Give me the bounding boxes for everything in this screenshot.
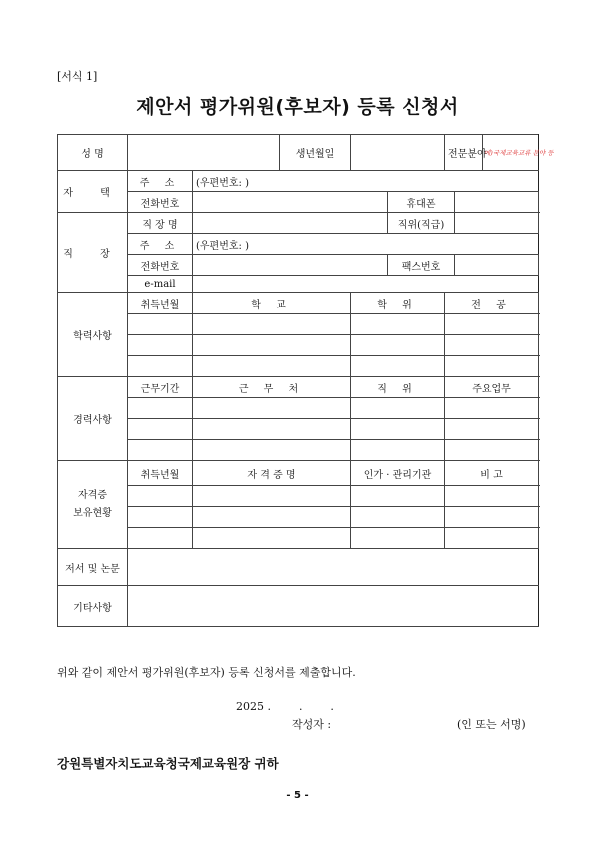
- education-cell[interactable]: [128, 314, 193, 335]
- career-cell[interactable]: [445, 419, 539, 440]
- cert-header: 자 격 증 명: [193, 461, 351, 486]
- others-label: 기타사항: [58, 586, 128, 627]
- fax-label: 팩스번호: [388, 255, 455, 276]
- cert-cell[interactable]: [193, 486, 351, 507]
- table-row: [58, 398, 539, 419]
- career-cell[interactable]: [445, 398, 539, 419]
- career-label: 경력사항: [58, 377, 128, 461]
- career-header: 근 무 처: [193, 377, 351, 398]
- others-field[interactable]: [128, 586, 539, 627]
- workplace-label: 직 장 명: [128, 213, 193, 234]
- education-header: 학 위: [351, 293, 445, 314]
- education-header: 전 공: [445, 293, 539, 314]
- career-header: 직 위: [351, 377, 445, 398]
- table-row: [58, 314, 539, 335]
- cert-cell[interactable]: [193, 507, 351, 528]
- field-label: 전문분야: [445, 135, 483, 171]
- table-row: [58, 419, 539, 440]
- career-cell[interactable]: [193, 440, 351, 461]
- education-cell[interactable]: [128, 356, 193, 377]
- education-cell[interactable]: [128, 335, 193, 356]
- cert-cell[interactable]: [128, 528, 193, 549]
- cert-header: 비 고: [445, 461, 539, 486]
- education-cell[interactable]: [193, 356, 351, 377]
- work-phone-field[interactable]: [193, 255, 388, 276]
- cert-cell[interactable]: [445, 507, 539, 528]
- home-phone-field[interactable]: [193, 192, 388, 213]
- career-cell[interactable]: [351, 440, 445, 461]
- name-field[interactable]: [128, 135, 280, 171]
- career-cell[interactable]: [128, 398, 193, 419]
- education-header: 학 교: [193, 293, 351, 314]
- cert-header: 인가 · 관리기관: [351, 461, 445, 486]
- table-row: [58, 507, 539, 528]
- table-row: [58, 335, 539, 356]
- position-grade-label: 직위(직급): [388, 213, 455, 234]
- education-cell[interactable]: [445, 356, 539, 377]
- name-label: 성 명: [58, 135, 128, 171]
- field-example-note[interactable]: 예)국제교육교류 분야 등: [483, 135, 539, 171]
- work-address-field[interactable]: (우편번호: ): [193, 234, 539, 255]
- work-address-label: 주 소: [128, 234, 193, 255]
- submission-statement: 위와 같이 제안서 평가위원(후보자) 등록 신청서를 제출합니다.: [57, 666, 356, 679]
- education-cell[interactable]: [351, 335, 445, 356]
- email-field[interactable]: [193, 276, 539, 293]
- writer-label: 작성자 :: [292, 718, 332, 731]
- home-label: 자 택: [58, 171, 128, 213]
- cert-cell[interactable]: [351, 528, 445, 549]
- cert-cell[interactable]: [445, 528, 539, 549]
- birth-label: 생년월일: [280, 135, 351, 171]
- mobile-label: 휴대폰: [388, 192, 455, 213]
- cert-label: 자격증 보유현황: [58, 461, 128, 549]
- table-row: [58, 528, 539, 549]
- recipient: 강원특별자치도교육청국제교육원장 귀하: [57, 756, 279, 771]
- home-address-label: 주 소: [128, 171, 193, 192]
- publications-label: 저서 및 논문: [58, 549, 128, 586]
- education-cell[interactable]: [351, 314, 445, 335]
- mobile-field[interactable]: [455, 192, 539, 213]
- cert-cell[interactable]: [351, 486, 445, 507]
- career-cell[interactable]: [128, 440, 193, 461]
- education-label: 학력사항: [58, 293, 128, 377]
- table-row: [58, 486, 539, 507]
- publications-field[interactable]: [128, 549, 539, 586]
- cert-cell[interactable]: [351, 507, 445, 528]
- signature-note: (인 또는 서명): [457, 718, 526, 731]
- education-cell[interactable]: [351, 356, 445, 377]
- education-header: 취득년월: [128, 293, 193, 314]
- work-phone-label: 전화번호: [128, 255, 193, 276]
- position-grade-field[interactable]: [455, 213, 539, 234]
- workplace-field[interactable]: [193, 213, 388, 234]
- cert-cell[interactable]: [128, 507, 193, 528]
- table-row: [58, 440, 539, 461]
- career-cell[interactable]: [193, 419, 351, 440]
- work-label: 직 장: [58, 213, 128, 293]
- career-cell[interactable]: [351, 398, 445, 419]
- cert-cell[interactable]: [445, 486, 539, 507]
- application-form-table: [57, 134, 554, 627]
- date-line[interactable]: 2025 . . .: [236, 700, 334, 713]
- table-row: [58, 356, 539, 377]
- home-phone-label: 전화번호: [128, 192, 193, 213]
- page-number: - 5 -: [286, 790, 309, 801]
- career-cell[interactable]: [193, 398, 351, 419]
- cert-header: 취득년월: [128, 461, 193, 486]
- email-label: e-mail: [128, 276, 193, 293]
- home-address-field[interactable]: (우편번호: ): [193, 171, 539, 192]
- education-cell[interactable]: [193, 314, 351, 335]
- career-cell[interactable]: [445, 440, 539, 461]
- career-header: 근무기간: [128, 377, 193, 398]
- cert-cell[interactable]: [193, 528, 351, 549]
- career-header: 주요업무: [445, 377, 539, 398]
- career-cell[interactable]: [128, 419, 193, 440]
- education-cell[interactable]: [193, 335, 351, 356]
- form-number: [서식 1]: [57, 70, 98, 83]
- birth-field[interactable]: [351, 135, 445, 171]
- education-cell[interactable]: [445, 335, 539, 356]
- fax-field[interactable]: [455, 255, 539, 276]
- education-cell[interactable]: [445, 314, 539, 335]
- page-title: 제안서 평가위원(후보자) 등록 신청서: [136, 96, 459, 118]
- career-cell[interactable]: [351, 419, 445, 440]
- cert-cell[interactable]: [128, 486, 193, 507]
